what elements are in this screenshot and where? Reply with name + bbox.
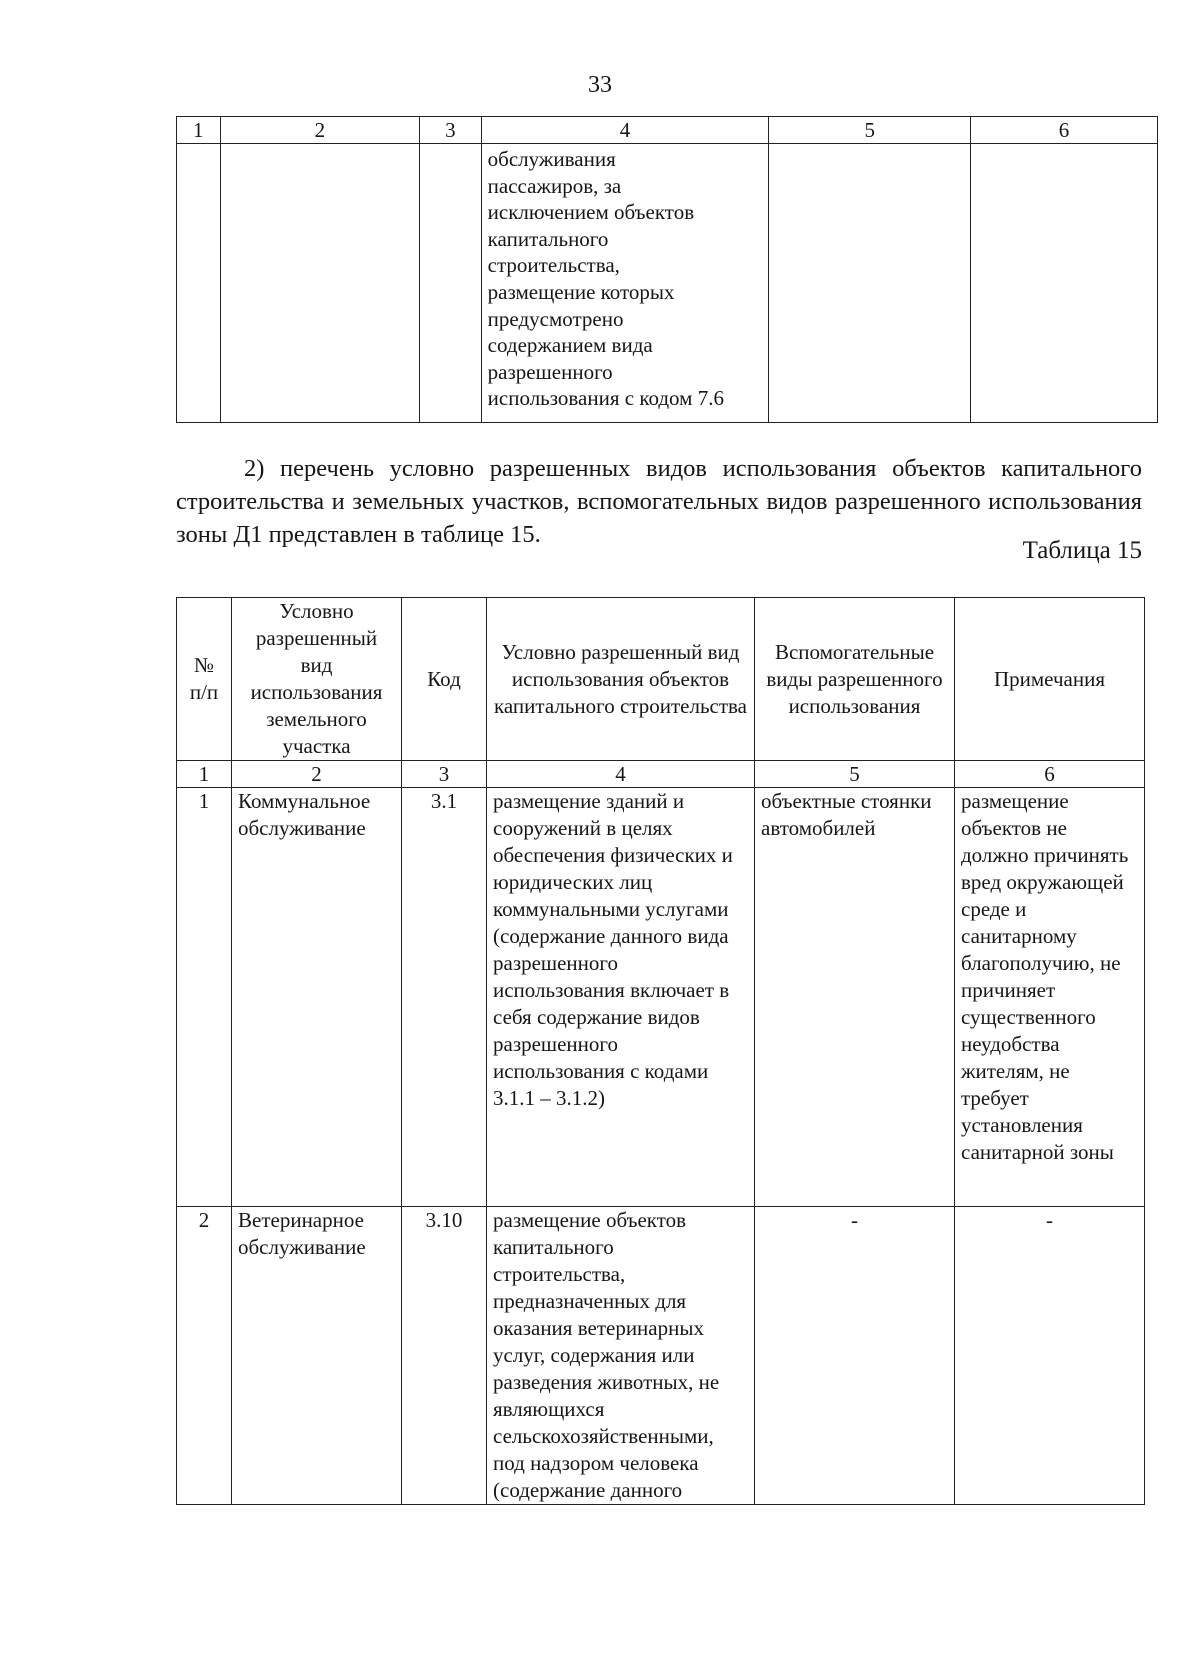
text-line: размещение которых [487, 279, 675, 304]
column-number: 2 [220, 117, 420, 144]
column-number: 6 [971, 117, 1158, 144]
cell-notes: - [955, 1207, 1145, 1505]
cell-notes [971, 144, 1158, 423]
column-number: 2 [232, 761, 402, 788]
cell-num: 2 [177, 1207, 232, 1505]
column-number: 6 [955, 761, 1145, 788]
text-line: исключением объектов [487, 200, 695, 225]
header-construction-use: Условно разрешенный вид использования объектов капитального строительства [487, 598, 755, 761]
cell-land-use: Коммунальное обслуживание [232, 788, 402, 1207]
table-row [177, 788, 1145, 1207]
text-line: использования с кодом 7.6 [487, 386, 724, 411]
header-auxiliary: Вспомогательные виды разрешенного использования [755, 598, 955, 761]
column-number-row [177, 761, 1145, 788]
table-caption: Таблица 15 [1022, 537, 1142, 564]
cell-land-use: Ветеринарное обслуживание [232, 1207, 402, 1505]
page-number: 33 [588, 72, 612, 98]
header-code: Код [402, 598, 487, 761]
column-number: 3 [420, 117, 482, 144]
column-number: 4 [481, 117, 769, 144]
cell-auxiliary: объектные стоянки автомобилей [755, 788, 955, 1207]
text-line: разрешенного [487, 359, 613, 384]
header-land-use: Условно разрешенный вид использования земельного участка [232, 598, 402, 761]
text-line: содержанием вида [487, 333, 653, 358]
cell-auxiliary: - [755, 1207, 955, 1505]
cell-num [177, 144, 221, 423]
column-number: 4 [487, 761, 755, 788]
conditional-use-table [176, 597, 1145, 1505]
cell-land-use [220, 144, 420, 423]
cell-code: 3.1 [402, 788, 487, 1207]
cell-code [420, 144, 482, 423]
header-row [177, 598, 1145, 761]
column-number: 1 [177, 117, 221, 144]
cell-construction-use: размещение объектов капитального строительства, предназначенных для оказания ветеринарных услуг, содержания или разведения животных, не являющихся сельскохозяйственными, под надзором человека (содержание данного [487, 1207, 755, 1505]
text-line: предусмотрено [487, 306, 624, 331]
column-number: 5 [769, 117, 971, 144]
column-number-row [177, 117, 1158, 144]
cell-auxiliary [769, 144, 971, 423]
text-line: капитального [487, 226, 609, 251]
cell-notes: размещение объектов не должно причинять вред окружающей среде и санитарному благополучию, не причиняет существенного неудобства жителям, не требует установления санитарной зоны [955, 788, 1145, 1207]
column-number: 3 [402, 761, 487, 788]
text-line: строительства, [487, 253, 620, 278]
cell-construction-use: размещение зданий и сооружений в целях обеспечения физических и юридических лиц коммунальными услугами (содержание данного вида разрешенного использования включает в себя содержание видов разрешенного использования с кодами 3.1.1 – 3.1.2) [487, 788, 755, 1207]
cell-code: 3.10 [402, 1207, 487, 1505]
column-number: 5 [755, 761, 955, 788]
column-number: 1 [177, 761, 232, 788]
continuation-table [176, 116, 1158, 423]
cell-num: 1 [177, 788, 232, 1207]
table-row [177, 144, 1158, 423]
header-num: № п/п [177, 598, 232, 761]
table-row [177, 1207, 1145, 1505]
cell-construction-use [481, 144, 769, 423]
text-line: обслуживания [487, 147, 616, 171]
body-paragraph: 2) перечень условно разрешенных видов использования объектов капитального строительства и земельных участков, вспомогательных видов разрешенного использования зоны Д1 представлен в таблице 15. [176, 455, 1142, 548]
text-line: пассажиров, за [487, 173, 622, 198]
header-notes: Примечания [955, 598, 1145, 761]
